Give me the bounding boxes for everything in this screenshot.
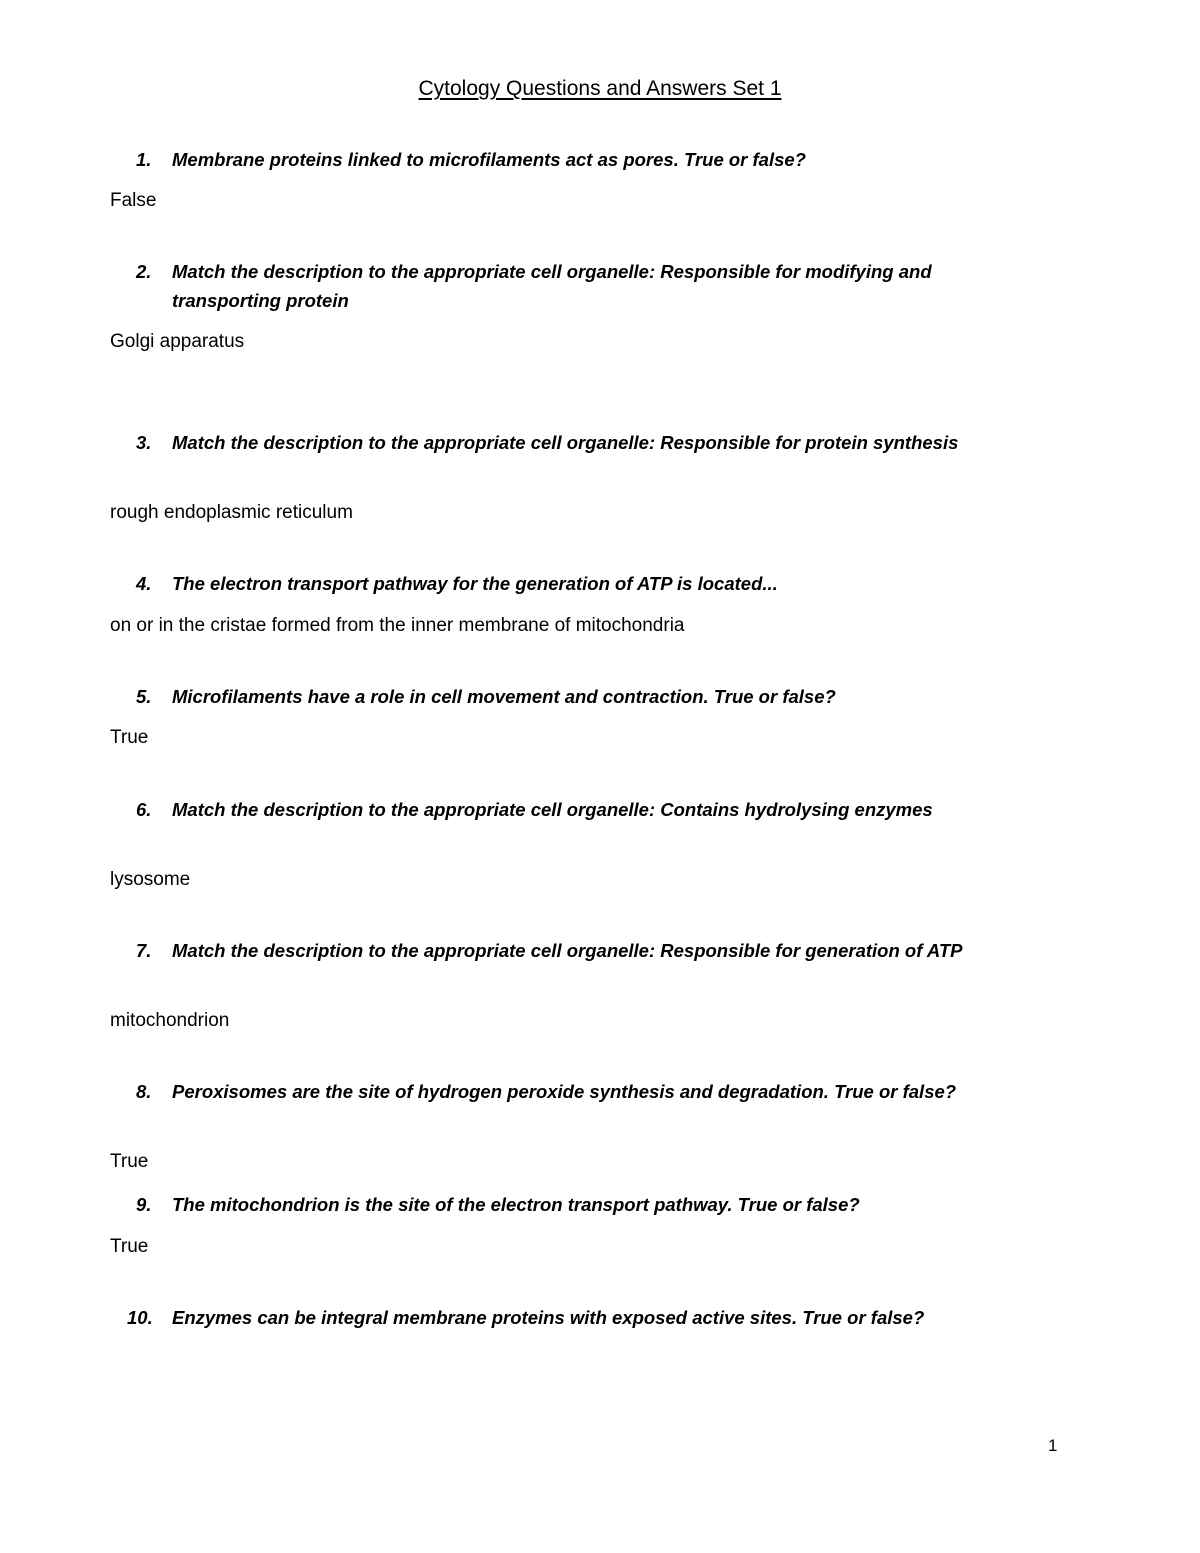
question-4: [110, 569, 1010, 598]
question-text: Match the description to the appropriate cell organelle: Responsible for modifying and transporting protein: [172, 261, 932, 311]
question-number: 4.: [136, 573, 152, 594]
question-number: 1.: [136, 149, 152, 170]
question-number: 9.: [136, 1194, 152, 1215]
question-text: Match the description to the appropriate cell organelle: Contains hydrolysing enzymes: [172, 799, 933, 820]
question-text: Match the description to the appropriate cell organelle: Responsible for protein synthesis: [172, 432, 959, 453]
page-number: 1: [1048, 1436, 1058, 1455]
question-text: Peroxisomes are the site of hydrogen peroxide synthesis and degradation. True or false?: [172, 1081, 957, 1102]
question-number: 7.: [136, 940, 152, 961]
question-text: The electron transport pathway for the generation of ATP is located...: [172, 573, 778, 594]
question-number: 8.: [136, 1081, 152, 1102]
question-number: 6.: [136, 799, 152, 820]
question-10: [110, 1303, 1010, 1332]
answer-2: Golgi apparatus: [110, 331, 245, 352]
answer-1: False: [110, 190, 157, 211]
answer-4: on or in the cristae formed from the inner membrane of mitochondria: [110, 615, 685, 636]
question-3: [110, 428, 1010, 457]
question-number: 5.: [136, 686, 152, 707]
question-6: [110, 795, 1010, 824]
question-7: [110, 936, 1010, 965]
question-number: 3.: [136, 432, 152, 453]
question-5: [110, 682, 1010, 711]
question-text: The mitochondrion is the site of the electron transport pathway. True or false?: [172, 1194, 860, 1215]
question-text: Enzymes can be integral membrane proteins with exposed active sites. True or false?: [172, 1307, 925, 1328]
question-number: 10.: [127, 1307, 153, 1328]
answer-3: rough endoplasmic reticulum: [110, 502, 353, 523]
document-title: Cytology Questions and Answers Set 1: [418, 77, 782, 100]
question-8: [110, 1077, 1010, 1106]
question-text: Match the description to the appropriate cell organelle: Responsible for generation of ATP: [172, 940, 963, 961]
question-1: [110, 145, 1010, 174]
question-text: Membrane proteins linked to microfilaments act as pores. True or false?: [172, 149, 806, 170]
question-2: [110, 257, 1010, 315]
question-text: Microfilaments have a role in cell movement and contraction. True or false?: [172, 686, 836, 707]
question-9: [110, 1190, 1010, 1219]
answer-9: True: [110, 1236, 149, 1257]
question-number: 2.: [136, 261, 152, 282]
answer-7: mitochondrion: [110, 1010, 230, 1031]
answer-6: lysosome: [110, 869, 191, 890]
answer-5: True: [110, 727, 149, 748]
answer-8: True: [110, 1151, 149, 1172]
